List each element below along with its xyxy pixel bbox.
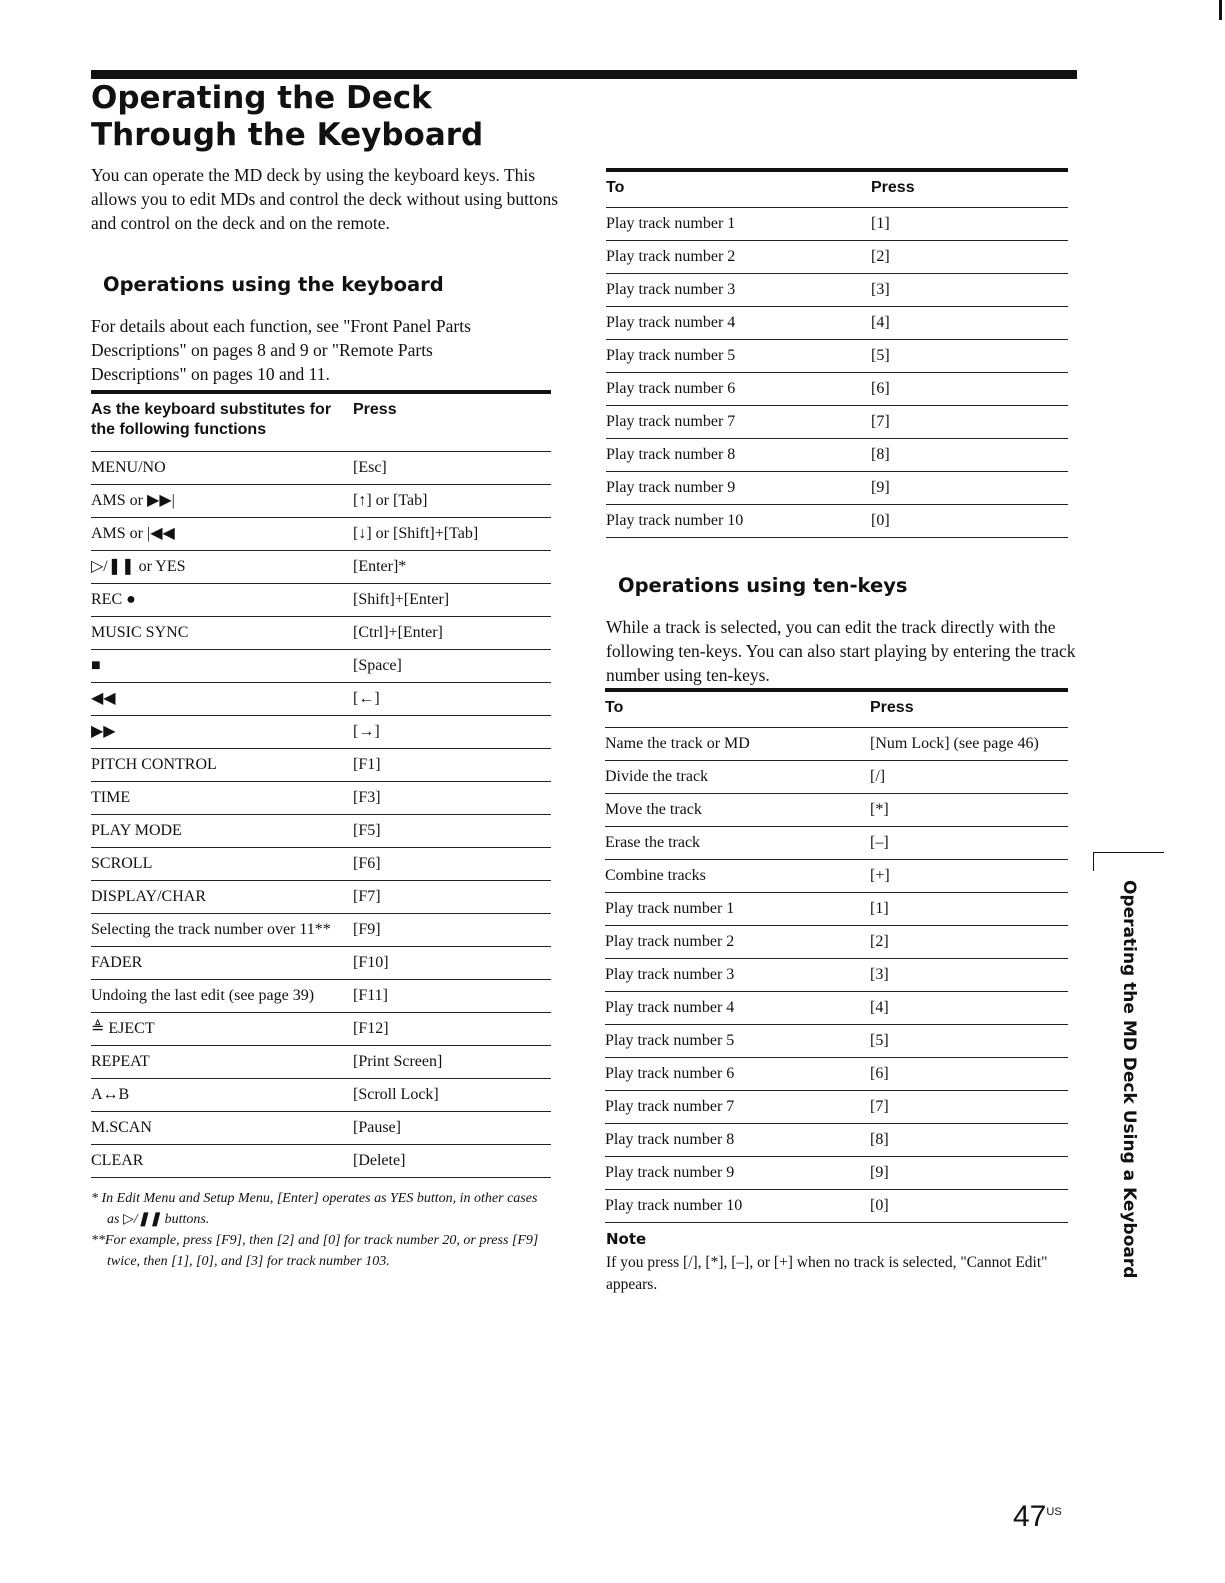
- page-number: [1013, 1500, 1062, 1534]
- keyboard-table-cell-key: [Delete]: [353, 1144, 551, 1177]
- keyboard-table-cell-func: SCROLL: [91, 847, 353, 880]
- track-table-top-cell-to: Play track number 2: [606, 240, 871, 273]
- track-table-top-cell-to: Play track number 8: [606, 438, 871, 471]
- keyboard-table-row: [91, 1012, 551, 1045]
- keyboard-table-cell-func: FADER: [91, 946, 353, 979]
- keyboard-table-row: [91, 649, 551, 682]
- keyboard-table-cell-key: [F9]: [353, 913, 551, 946]
- page-number-suffix: US: [1046, 1506, 1062, 1518]
- keyboard-table-cell-key: [Ctrl]+[Enter]: [353, 616, 551, 649]
- tenkeys-table-cell-press: [+]: [870, 859, 1068, 892]
- tenkeys-table-row: [605, 1189, 1068, 1222]
- keyboard-table-cell-key: [Enter]*: [353, 550, 551, 583]
- tenkeys-table-col-press: Press: [870, 690, 1068, 727]
- track-table-top-row: [606, 207, 1068, 240]
- track-table-top-row: [606, 372, 1068, 405]
- keyboard-table-cell-key: [Print Screen]: [353, 1045, 551, 1078]
- tenkeys-table-cell-press: [6]: [870, 1057, 1068, 1090]
- keyboard-table-cell-func: M.SCAN: [91, 1111, 353, 1144]
- footnotes: [91, 1188, 551, 1272]
- keyboard-table-cell-func: MUSIC SYNC: [91, 616, 353, 649]
- keyboard-table-cell-func: ◀◀: [91, 682, 353, 715]
- keyboard-table-cell-func: TIME: [91, 781, 353, 814]
- keyboard-table-cell-key: [Scroll Lock]: [353, 1078, 551, 1111]
- section-paragraph-keyboard: For details about each function, see "Front Panel Parts Descriptions" on pages 8 and 9 or "Remote Parts Descriptions" on pages 10 and 11.: [91, 316, 471, 384]
- tenkeys-table-cell-press: [2]: [870, 925, 1068, 958]
- track-table-top-cell-press: [9]: [871, 471, 1068, 504]
- title-line-1: Operating the Deck: [91, 80, 432, 116]
- tenkeys-table-row: [605, 1156, 1068, 1189]
- track-table-top-row: [606, 273, 1068, 306]
- track-table-top-row: [606, 306, 1068, 339]
- tenkeys-table-cell-press: [1]: [870, 892, 1068, 925]
- keyboard-table-cell-func: REC ●: [91, 583, 353, 616]
- tenkeys-table-row: [605, 958, 1068, 991]
- keyboard-table-cell-key: [Pause]: [353, 1111, 551, 1144]
- track-table-top-cell-to: Play track number 4: [606, 306, 871, 339]
- tenkeys-table-cell-press: [5]: [870, 1024, 1068, 1057]
- track-table-top-cell-press: [4]: [871, 306, 1068, 339]
- side-tab: [1115, 880, 1141, 1279]
- tenkeys-table-cell-to: Divide the track: [605, 760, 870, 793]
- keyboard-table-row: [91, 979, 551, 1012]
- tenkeys-table-cell-to: Play track number 3: [605, 958, 870, 991]
- tenkeys-table-row: [605, 1057, 1068, 1090]
- keyboard-table-cell-func: ▶▶: [91, 715, 353, 748]
- keyboard-table-row: [91, 1045, 551, 1078]
- tenkeys-table-cell-to: Play track number 10: [605, 1189, 870, 1222]
- keyboard-table-cell-key: [F5]: [353, 814, 551, 847]
- track-table-top-cell-press: [8]: [871, 438, 1068, 471]
- keyboard-table-cell-func: AMS or ▶▶|: [91, 484, 353, 517]
- keyboard-table-row: [91, 880, 551, 913]
- keyboard-table-cell-func: CLEAR: [91, 1144, 353, 1177]
- note-heading: Note: [606, 1230, 647, 1248]
- keyboard-table-col-function: As the keyboard substitutes for the following functions: [91, 392, 353, 451]
- tenkeys-table-row: [605, 1024, 1068, 1057]
- keyboard-table-cell-func: Undoing the last edit (see page 39): [91, 979, 353, 1012]
- track-table-top-cell-press: [5]: [871, 339, 1068, 372]
- keyboard-table-cell-func: REPEAT: [91, 1045, 353, 1078]
- footnote-track-number: **For example, press [F9], then [2] and [0] for track number 20, or press [F9] twice, then [1], [0], and [3] for track number 103.: [91, 1233, 539, 1269]
- tenkeys-table-cell-press: [4]: [870, 991, 1068, 1024]
- tenkeys-table-cell-press: [/]: [870, 760, 1068, 793]
- tenkeys-table-cell-to: Play track number 1: [605, 892, 870, 925]
- keyboard-table-cell-func: PLAY MODE: [91, 814, 353, 847]
- keyboard-table-cell-key: [↓] or [Shift]+[Tab]: [353, 517, 551, 550]
- tenkeys-table-cell-press: [3]: [870, 958, 1068, 991]
- section-heading-tenkeys: Operations using ten-keys: [618, 574, 908, 597]
- keyboard-table-cell-func: AMS or |◀◀: [91, 517, 353, 550]
- keyboard-table-cell-key: [Shift]+[Enter]: [353, 583, 551, 616]
- keyboard-table-cell-key: [F1]: [353, 748, 551, 781]
- keyboard-table-cell-func: MENU/NO: [91, 451, 353, 484]
- tenkeys-table-cell-press: [7]: [870, 1090, 1068, 1123]
- track-table-top-row: [606, 504, 1068, 537]
- keyboard-table-row: [91, 946, 551, 979]
- keyboard-table-row: [91, 814, 551, 847]
- side-tab-label: Operating the MD Deck Using a Keyboard: [1119, 880, 1139, 1279]
- keyboard-table-cell-key: [←]: [353, 682, 551, 715]
- track-table-top-col-press: Press: [871, 170, 1068, 207]
- keyboard-table-cell-func: ▷/❚❚ or YES: [91, 550, 353, 583]
- track-table-top-cell-to: Play track number 10: [606, 504, 871, 537]
- tenkeys-table-cell-to: Play track number 4: [605, 991, 870, 1024]
- keyboard-table-cell-key: [Esc]: [353, 451, 551, 484]
- tenkeys-table-row: [605, 1123, 1068, 1156]
- track-table-top-cell-press: [3]: [871, 273, 1068, 306]
- track-table-top-cell-to: Play track number 1: [606, 207, 871, 240]
- tenkeys-table-cell-to: Name the track or MD: [605, 727, 870, 760]
- track-table-top-cell-press: [0]: [871, 504, 1068, 537]
- keyboard-table-cell-func: DISPLAY/CHAR: [91, 880, 353, 913]
- track-table-top-cell-to: Play track number 3: [606, 273, 871, 306]
- tenkeys-table-cell-to: Play track number 9: [605, 1156, 870, 1189]
- tenkeys-table-row: [605, 859, 1068, 892]
- track-table-top-row: [606, 405, 1068, 438]
- keyboard-table: [91, 390, 551, 1178]
- keyboard-table-row: [91, 550, 551, 583]
- track-table-top-row: [606, 471, 1068, 504]
- keyboard-table-row: [91, 715, 551, 748]
- tenkeys-table-cell-to: Combine tracks: [605, 859, 870, 892]
- note-text: If you press [/], [*], [–], or [+] when no track is selected, "Cannot Edit" appears.: [606, 1254, 1048, 1293]
- keyboard-table-cell-func: ≜ EJECT: [91, 1012, 353, 1045]
- section-heading-keyboard: Operations using the keyboard: [103, 273, 444, 296]
- tenkeys-table-cell-press: [–]: [870, 826, 1068, 859]
- keyboard-table-row: [91, 1144, 551, 1177]
- tenkeys-table-cell-press: [8]: [870, 1123, 1068, 1156]
- track-table-top-cell-to: Play track number 6: [606, 372, 871, 405]
- page-number-value: 47: [1013, 1500, 1047, 1533]
- section-paragraph-tenkeys: While a track is selected, you can edit the track directly with the following ten-keys. You can also start playing by entering the track number using ten-keys.: [606, 617, 1076, 685]
- edge-mark: [1219, 0, 1222, 20]
- keyboard-table-row: [91, 1111, 551, 1144]
- tenkeys-table-cell-press: [Num Lock] (see page 46): [870, 727, 1068, 760]
- keyboard-table-row: [91, 748, 551, 781]
- tenkeys-table-row: [605, 1090, 1068, 1123]
- tenkeys-table-cell-to: Play track number 6: [605, 1057, 870, 1090]
- tenkeys-table-row: [605, 760, 1068, 793]
- keyboard-table-col-press: Press: [353, 392, 551, 451]
- track-table-top-cell-press: [1]: [871, 207, 1068, 240]
- keyboard-table-row: [91, 583, 551, 616]
- keyboard-table-row: [91, 484, 551, 517]
- track-table-top-cell-to: Play track number 5: [606, 339, 871, 372]
- tenkeys-table-cell-to: Play track number 7: [605, 1090, 870, 1123]
- side-tab-marker: [1093, 852, 1164, 871]
- tenkeys-table-cell-press: [0]: [870, 1189, 1068, 1222]
- tenkeys-table: [605, 688, 1068, 1223]
- footnote-enter: * In Edit Menu and Setup Menu, [Enter] operates as YES button, in other cases as ▷/❚❚ buttons.: [91, 1191, 538, 1227]
- track-table-top: [606, 168, 1068, 538]
- keyboard-table-row: [91, 847, 551, 880]
- tenkeys-table-row: [605, 991, 1068, 1024]
- track-table-top-cell-to: Play track number 7: [606, 405, 871, 438]
- keyboard-table-cell-func: Selecting the track number over 11**: [91, 913, 353, 946]
- tenkeys-table-cell-press: [*]: [870, 793, 1068, 826]
- tenkeys-table-col-to: To: [605, 690, 870, 727]
- tenkeys-table-cell-press: [9]: [870, 1156, 1068, 1189]
- tenkeys-table-row: [605, 892, 1068, 925]
- keyboard-table-row: [91, 781, 551, 814]
- keyboard-table-cell-key: [F3]: [353, 781, 551, 814]
- track-table-top-cell-to: Play track number 9: [606, 471, 871, 504]
- track-table-top-cell-press: [6]: [871, 372, 1068, 405]
- track-table-top-row: [606, 438, 1068, 471]
- tenkeys-table-row: [605, 793, 1068, 826]
- track-table-top-cell-press: [7]: [871, 405, 1068, 438]
- tenkeys-table-cell-to: Play track number 5: [605, 1024, 870, 1057]
- keyboard-table-cell-key: [F6]: [353, 847, 551, 880]
- tenkeys-table-row: [605, 727, 1068, 760]
- tenkeys-table-cell-to: Play track number 2: [605, 925, 870, 958]
- keyboard-table-row: [91, 682, 551, 715]
- tenkeys-table-cell-to: Erase the track: [605, 826, 870, 859]
- keyboard-table-cell-func: A↔B: [91, 1078, 353, 1111]
- tenkeys-table-row: [605, 925, 1068, 958]
- keyboard-table-row: [91, 517, 551, 550]
- keyboard-table-cell-key: [→]: [353, 715, 551, 748]
- track-table-top-row: [606, 240, 1068, 273]
- keyboard-table-cell-key: [F12]: [353, 1012, 551, 1045]
- keyboard-table-cell-key: [F11]: [353, 979, 551, 1012]
- tenkeys-table-cell-to: Move the track: [605, 793, 870, 826]
- keyboard-table-cell-func: ■: [91, 649, 353, 682]
- keyboard-table-cell-key: [↑] or [Tab]: [353, 484, 551, 517]
- track-table-top-row: [606, 339, 1068, 372]
- keyboard-table-cell-func: PITCH CONTROL: [91, 748, 353, 781]
- page-title: [91, 80, 483, 154]
- keyboard-table-row: [91, 451, 551, 484]
- track-table-top-col-to: To: [606, 170, 871, 207]
- header-rule: [91, 70, 1077, 79]
- keyboard-table-row: [91, 616, 551, 649]
- keyboard-table-cell-key: [Space]: [353, 649, 551, 682]
- tenkeys-table-cell-to: Play track number 8: [605, 1123, 870, 1156]
- track-table-top-cell-press: [2]: [871, 240, 1068, 273]
- intro-paragraph: You can operate the MD deck by using the keyboard keys. This allows you to edit MDs and control the deck without using buttons and control on the deck and on the remote.: [91, 165, 559, 233]
- keyboard-table-cell-key: [F7]: [353, 880, 551, 913]
- keyboard-table-row: [91, 913, 551, 946]
- keyboard-table-cell-key: [F10]: [353, 946, 551, 979]
- tenkeys-table-row: [605, 826, 1068, 859]
- keyboard-table-row: [91, 1078, 551, 1111]
- title-line-2: Through the Keyboard: [91, 117, 484, 153]
